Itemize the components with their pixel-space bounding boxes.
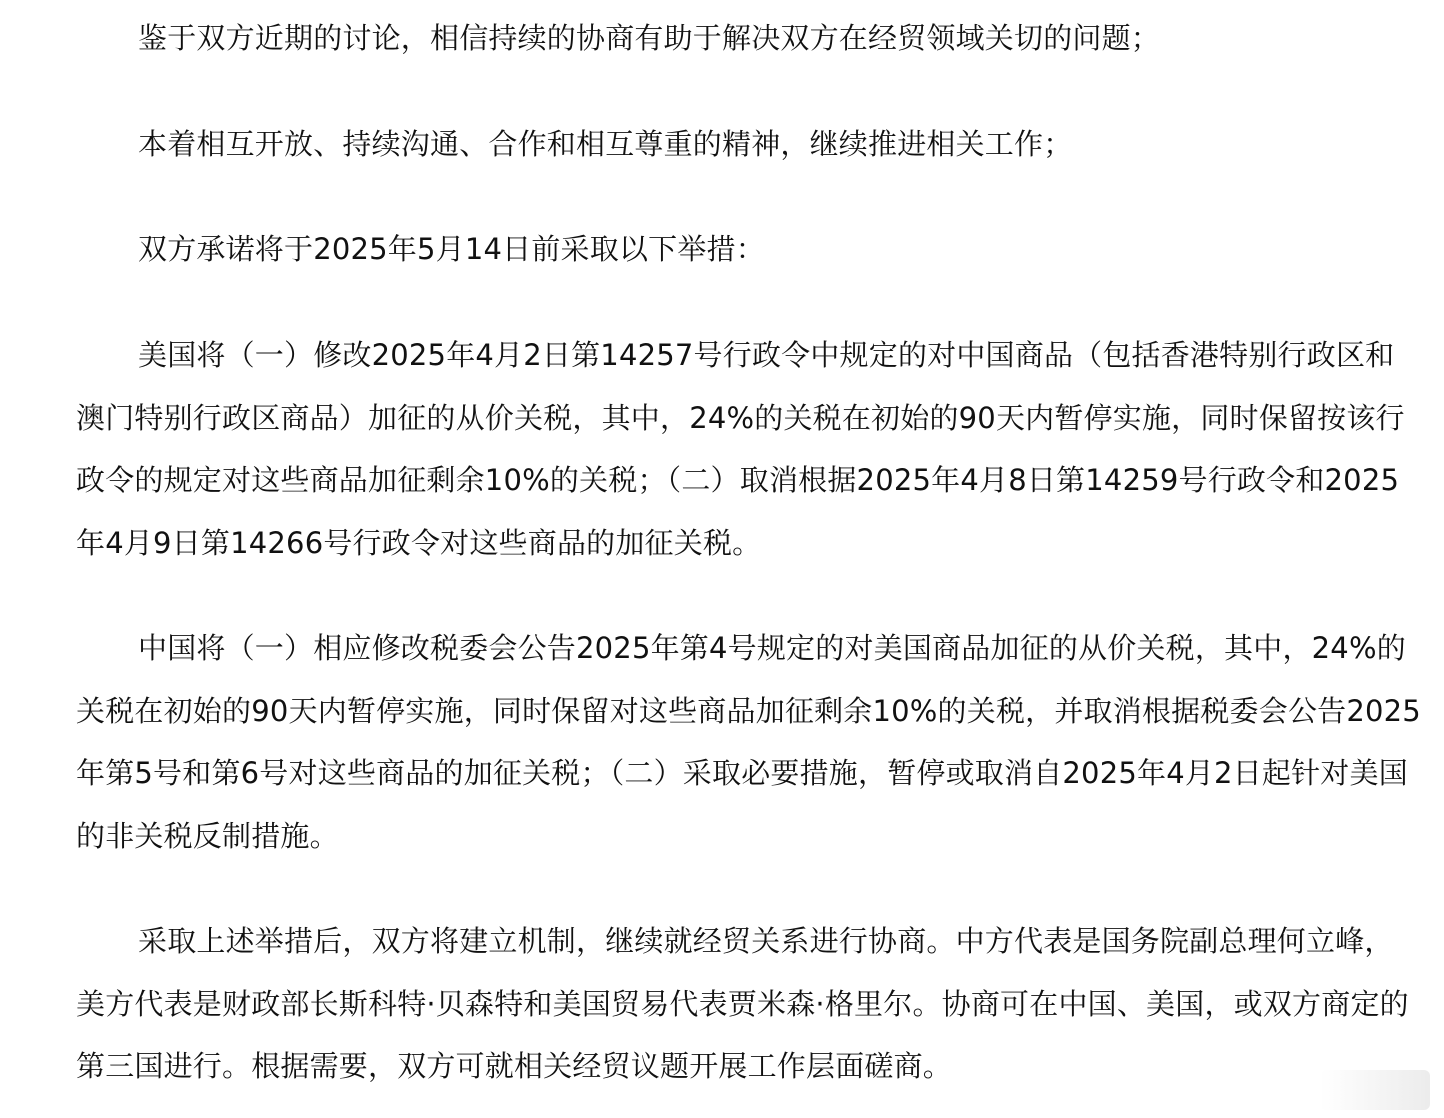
- paragraph-china-measures: 中国将（一）相应修改税委会公告2025年第4号规定的对美国商品加征的从价关税，其中，24%的关税在初始的90天内暂停实施，同时保留对这些商品加征剩余10%的关税，并取消根据税委会公告2025年第5号和第6号对这些商品的加征关税；（二）采取必要措施，暂停或取消自2025年4月2日起针对美国的非关税反制措施。: [76, 631, 1421, 853]
- paragraph-commitment: 双方承诺将于2025年5月14日前采取以下举措：: [138, 232, 765, 266]
- paragraph-us-measures: 美国将（一）修改2025年4月2日第14257号行政令中规定的对中国商品（包括香港特别行政区和澳门特别行政区商品）加征的从价关税，其中，24%的关税在初始的90天内暂停实施，同时保留按该行政令的规定对这些商品加征剩余10%的关税；（二）取消根据2025年4月8日第14259号行政令和2025年4月9日第14266号行政令对这些商品的加征关税。: [76, 338, 1405, 560]
- paragraph-mechanism: 采取上述举措后，双方将建立机制，继续就经贸关系进行协商。中方代表是国务院副总理何立峰，美方代表是财政部长斯科特·贝森特和美国贸易代表贾米森·格里尔。协商可在中国、美国，或双方商定的第三国进行。根据需要，双方可就相关经贸议题开展工作层面磋商。: [76, 924, 1409, 1083]
- paragraph-discussion: 鉴于双方近期的讨论，相信持续的协商有助于解决双方在经贸领域关切的问题；: [138, 21, 1161, 55]
- watermark-fade: [1320, 1070, 1430, 1110]
- paragraph-spirit: 本着相互开放、持续沟通、合作和相互尊重的精神，继续推进相关工作；: [138, 127, 1073, 161]
